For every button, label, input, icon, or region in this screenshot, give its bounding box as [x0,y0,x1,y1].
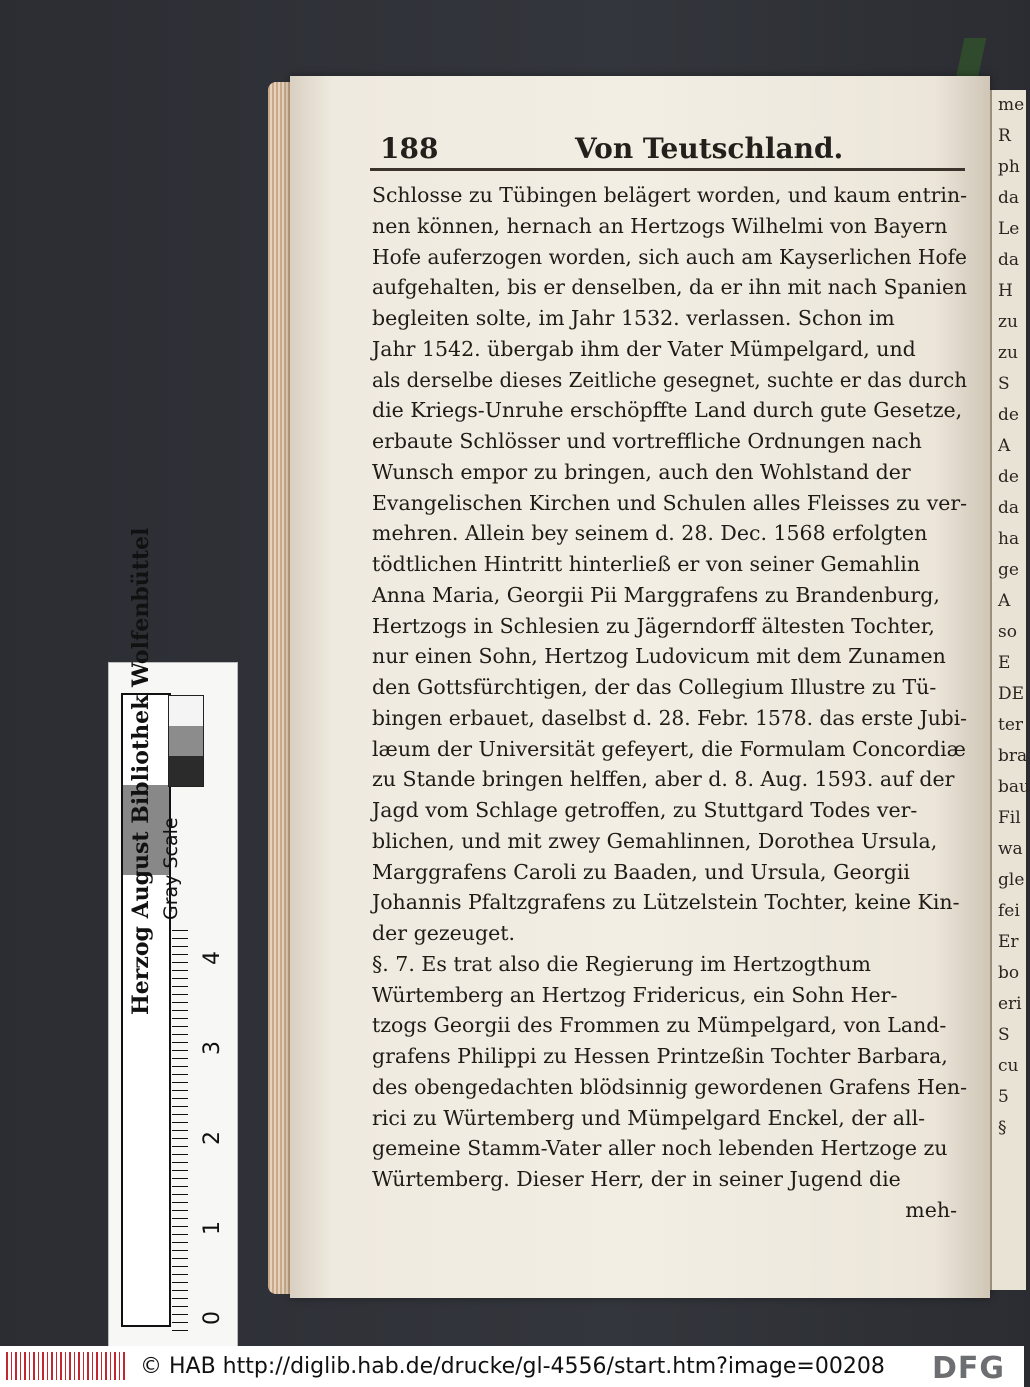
text-line: Evangelischen Kirchen und Schulen alles Fleisses zu ver- [372,490,967,515]
text-line: begleiten solte, im Jahr 1532. verlassen. Schon im [372,306,895,330]
ruler-number-2: 2 [200,1131,225,1145]
ruler-number-3: 3 [200,1041,225,1055]
text-line: Hofe auferzogen worden, sich auch am Kayserlichen Hofe [372,244,967,269]
catchword: meh- [905,1197,957,1222]
facing-page-fragment: A [998,591,1011,611]
text-line: des obengedachten blödsinnig gewordenen Grafens Hen- [372,1074,967,1099]
text-line: erbaute Schlösser und vortreffliche Ordnungen nach [372,429,922,453]
facing-page-fragment: ter [998,715,1024,735]
facing-page-fragment: cu [998,1056,1019,1076]
running-title: Von Teutschland. [575,132,844,165]
text-line: aufgehalten, bis er denselben, da er ihn mit nach Spanien [372,275,967,300]
text-line: Jagd vom Schlage getroffen, zu Stuttgard Todes ver- [372,798,918,822]
facing-page-fragment: da [998,188,1020,208]
text-line: nur einen Sohn, Hertzog Ludovicum mit dem Zunamen [372,644,946,669]
text-line: als derselbe dieses Zeitliche gesegnet, suchte er das durch [372,367,967,392]
facing-page-fragment: da [998,250,1020,270]
dfg-logo: DFG [932,1351,1006,1386]
facing-page-fragment: wa [998,839,1023,859]
text-line: Wunsch empor zu bringen, auch den Wohlstand der [372,459,911,484]
text-line: Würtemberg. Dieser Herr, der in seiner Jugend die [372,1167,901,1191]
text-line: Marggrafens Caroli zu Baaden, und Ursula, Georgii [372,859,910,884]
ruler-number-4: 4 [200,951,225,965]
ruler-ticks [172,930,188,1335]
text-line: Anna Maria, Georgii Pii Marggrafens zu Brandenburg, [372,582,940,607]
facing-page-fragment: fei [998,901,1020,921]
text-line: Hertzogs in Schlesien zu Jägerndorff ältesten Tochter, [372,613,935,638]
gray-swatches [168,695,204,787]
barcode-icon [6,1352,126,1380]
text-line: Schlosse zu Tübingen belägert worden, und kaum entrin- [372,183,967,207]
text-line: die Kriegs-Unruhe erschöpffte Land durch gute Gesetze, [372,398,963,423]
facing-page-fragment: eri [998,994,1022,1014]
facing-page-fragment: gle [998,870,1025,890]
ruler-number-1: 1 [200,1221,225,1235]
facing-page-fragment: so [998,622,1017,642]
facing-page-fragment: DE [998,684,1025,704]
text-line: bingen erbauet, daselbst d. 28. Febr. 1578. das erste Jubi- [372,705,967,730]
facing-page-fragment: ha [998,529,1020,549]
text-line: Johannis Pfaltzgrafens zu Lützelstein Tochter, keine Kin- [372,890,960,915]
facing-page-fragment: de [998,405,1019,425]
text-line: zu Stande bringen helffen, aber d. 8. Aug. 1593. auf der [372,767,955,792]
facing-page-fragment: bo [998,963,1020,983]
library-name: Herzog August Bibliothek Wolfenbüttel [128,527,154,1015]
footer-bar [0,1346,1024,1387]
text-line: tzogs Georgii des Frommen zu Mümpelgard, von Land- [372,1013,947,1038]
facing-page-fragment: da [998,498,1020,518]
text-line: rici zu Würtemberg und Mümpelgard Enckel, der all- [372,1105,926,1130]
page-header [380,130,965,170]
text-line: grafens Philippi zu Hessen Printzeßin Tochter Barbara, [372,1044,948,1068]
facing-page-fragment: Le [998,219,1020,239]
facing-page-fragment: § [998,1118,1007,1138]
copyright-link[interactable]: © HAB http://diglib.hab.de/drucke/gl-4556/start.htm?image=00208 [140,1354,885,1379]
text-line: blichen, und mit zwey Gemahlinnen, Dorothea Ursula, [372,828,938,853]
text-line: der gezeuget. [372,921,515,945]
text-line: Würtemberg an Hertzog Fridericus, ein Sohn Her- [372,982,898,1007]
text-line: den Gottsfürchtigen, der das Collegium Illustre zu Tü- [372,675,937,699]
text-line: Jahr 1542. übergab ihm der Vater Mümpelgard, und [372,336,916,361]
facing-page-fragment: Fil [998,808,1021,828]
facing-page-fragment: zu [998,312,1018,332]
facing-page [990,90,1030,1290]
ruler-number-0: 0 [200,1311,225,1325]
facing-page-fragment: 5 [998,1087,1009,1107]
facing-page-fragment: S [998,1025,1010,1045]
text-line: læum der Universität gefeyert, die Formulam Concordiæ [372,736,966,761]
text-line: mehren. Allein bey seinem d. 28. Dec. 1568 erfolgten [372,521,928,546]
facing-page-fragment: zu [998,343,1018,363]
text-line: tödtlichen Hintritt hinterließ er von seiner Gemahlin [372,552,921,576]
text-line: gemeine Stamm-Vater aller noch lebenden Hertzoge zu [372,1136,948,1161]
text-line: nen können, hernach an Hertzogs Wilhelmi von Bayern [372,213,948,238]
facing-page-fragment: Er [998,932,1019,952]
gray-scale-label: Gray Scale [160,817,182,920]
facing-page-fragment: A [998,436,1011,456]
facing-page-fragment: bau [998,777,1030,797]
facing-page-fragment: ph [998,157,1020,177]
facing-page-fragment: S [998,374,1010,394]
facing-page-fragment: ge [998,560,1019,580]
page-number: 188 [380,132,439,165]
facing-page-fragment: E [998,653,1011,673]
facing-page-fragment: bra [998,746,1028,766]
body-text [372,180,967,1226]
text-line: §. 7. Es trat also die Regierung im Hertzogthum [372,951,871,976]
header-rule [370,168,965,171]
facing-page-fragment: me [998,95,1025,115]
facing-page-fragment: R [998,126,1011,146]
facing-page-fragment: H [998,281,1013,301]
facing-page-fragment: de [998,467,1019,487]
